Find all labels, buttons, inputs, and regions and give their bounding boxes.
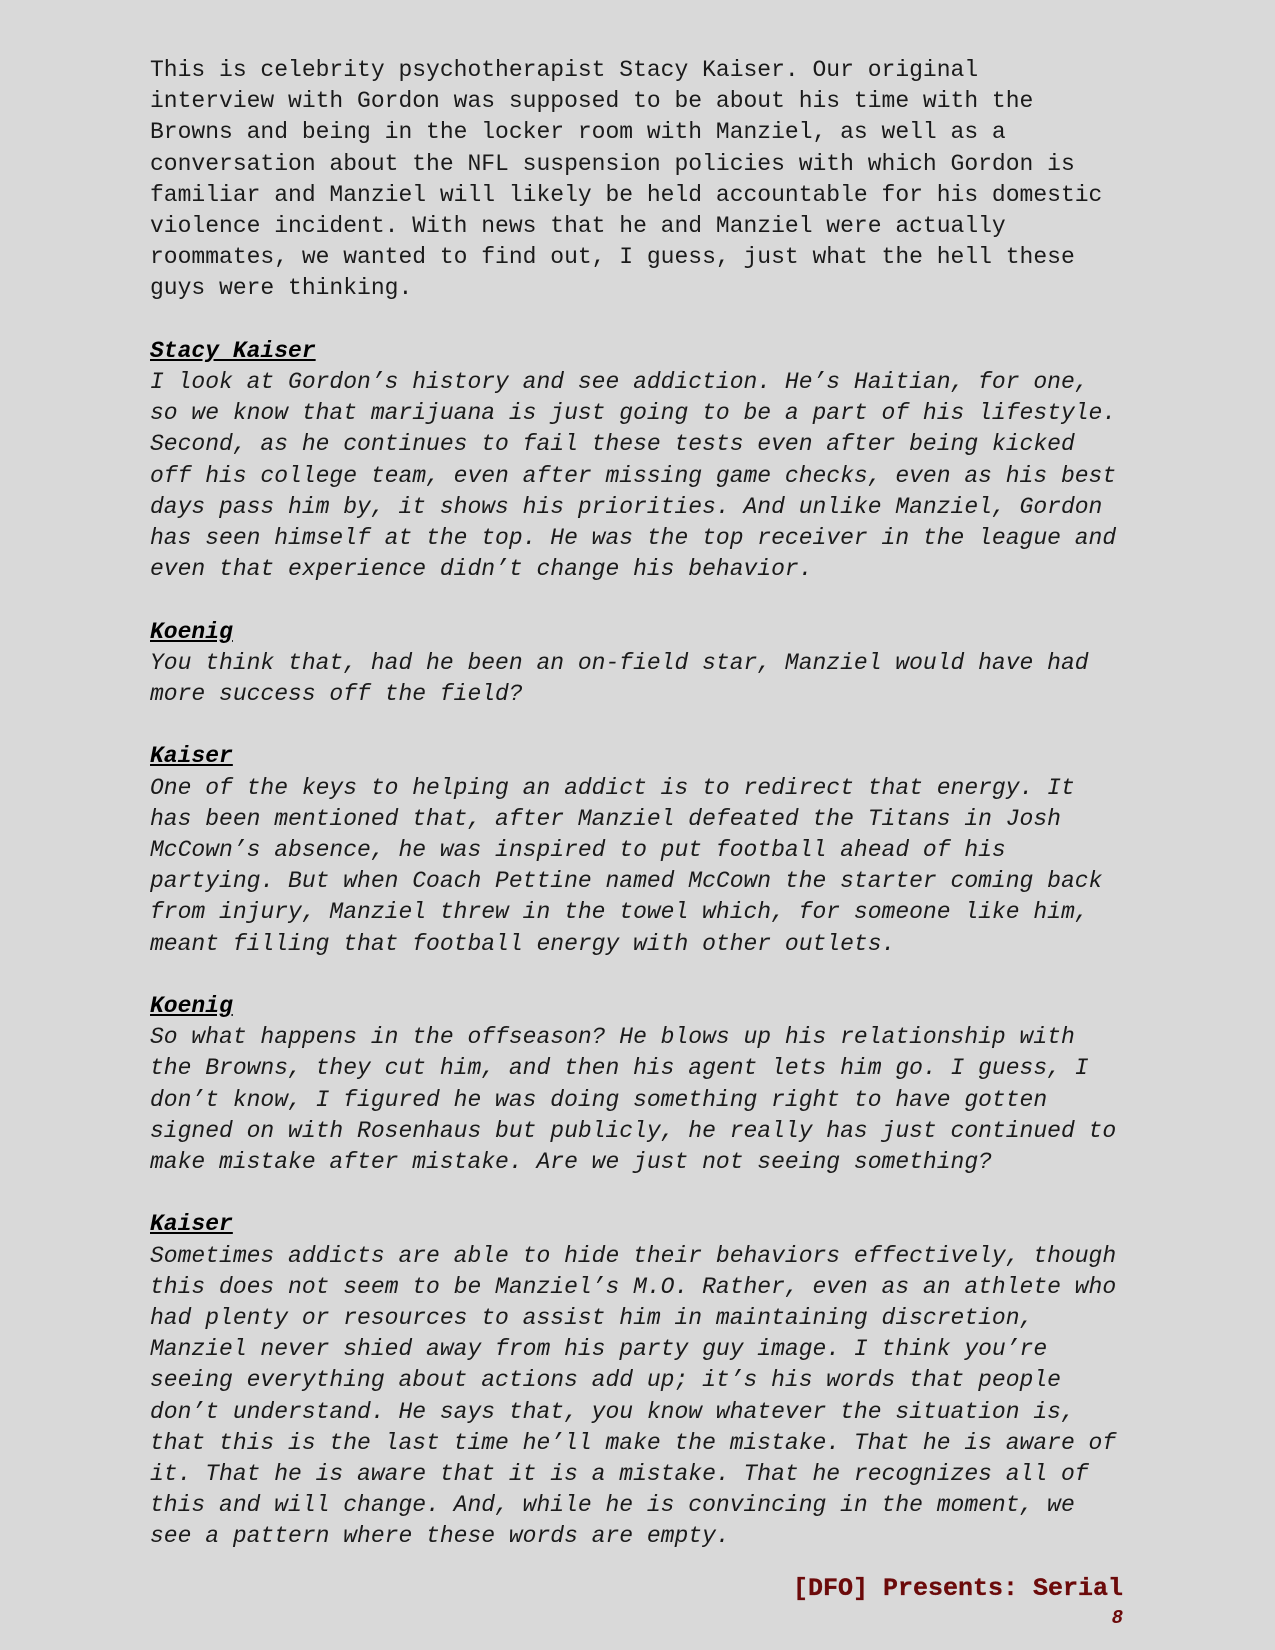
speech-line: has seen himself at the top. He was the top receiver in the league and (150, 525, 1117, 552)
intro-line: interview with Gordon was supposed to be about his time with the (150, 88, 1034, 115)
page-footer (793, 1574, 1123, 1629)
speaker-name: Koenig (150, 993, 233, 1020)
speech-line: the Browns, they cut him, and then his agent lets him go. I guess, I (150, 1055, 1089, 1082)
speech-line: more success off the field? (150, 681, 523, 708)
speech-line: that this is the last time he’ll make the mistake. That he is aware of (150, 1429, 1117, 1456)
intro-line: familiar and Manziel will likely be held accountable for his domestic (150, 181, 1103, 208)
speech-line: don’t know, I figured he was doing something right to have gotten (150, 1086, 1048, 1113)
interview-exchanges (150, 336, 1150, 1553)
speech-line: off his college team, even after missing game checks, even as his best (150, 462, 1117, 489)
speech-line: make mistake after mistake. Are we just not seeing something? (150, 1149, 992, 1176)
document-body (150, 55, 1150, 1584)
intro-line: This is celebrity psychotherapist Stacy Kaiser. Our original (150, 57, 979, 83)
speaker-name: Stacy Kaiser (150, 337, 316, 364)
speech-line: from injury, Manziel threw in the towel which, for someone like him, (150, 899, 1089, 926)
footer-title: [DFO] Presents: Serial (792, 1574, 1123, 1603)
intro-line: guys were thinking. (150, 275, 413, 302)
speech-line: even that experience didn’t change his behavior. (150, 556, 813, 583)
exchange-block (150, 741, 1150, 959)
intro-line: roommates, we wanted to find out, I guess, just what the hell these (150, 244, 1075, 271)
exchange-block (150, 617, 1150, 711)
intro-line: conversation about the NFL suspension policies with which Gordon is (150, 150, 1075, 177)
speech-line: Second, as he continues to fail these tests even after being kicked (150, 431, 1075, 458)
intro-paragraph (150, 55, 1150, 305)
speech-line: partying. But when Coach Pettine named McCown the starter coming back (150, 868, 1103, 895)
speech-line: signed on with Rosenhaus but publicly, he really has just continued to (150, 1117, 1117, 1144)
speech-line: see a pattern where these words are empty. (150, 1523, 730, 1550)
speaker-name: Kaiser (150, 743, 233, 770)
speech-line: McCown’s absence, he was inspired to put football ahead of his (150, 837, 1006, 864)
speech-line: don’t understand. He says that, you know whatever the situation is, (150, 1398, 1075, 1425)
page-number: 8 (1111, 1607, 1123, 1629)
speaker-name: Koenig (150, 618, 233, 645)
intro-line: Browns and being in the locker room with Manziel, as well as a (150, 119, 1006, 146)
speech-line: Manziel never shied away from his party guy image. I think you’re (150, 1336, 1048, 1363)
speech-line: this does not seem to be Manziel’s M.O. Rather, even as an athlete who (150, 1273, 1117, 1300)
speech-line: One of the keys to helping an addict is to redirect that energy. It (150, 774, 1075, 801)
speaker-name: Kaiser (150, 1211, 233, 1238)
speech-line: I look at Gordon’s history and see addiction. He’s Haitian, for one, (150, 369, 1089, 396)
speech-line: Sometimes addicts are able to hide their behaviors effectively, though (150, 1242, 1117, 1269)
speech-line: has been mentioned that, after Manziel defeated the Titans in Josh (150, 805, 1061, 832)
exchange-block (150, 1209, 1150, 1552)
exchange-block (150, 991, 1150, 1178)
intro-line: violence incident. With news that he and Manziel were actually (150, 213, 1006, 240)
speech-line: this and will change. And, while he is convincing in the moment, we (150, 1492, 1075, 1519)
speech-line: You think that, had he been an on-field star, Manziel would have had (150, 649, 1089, 676)
speech-line: so we know that marijuana is just going to be a part of his lifestyle. (150, 400, 1117, 427)
speech-line: meant filling that football energy with other outlets. (150, 930, 896, 957)
speech-line: it. That he is aware that it is a mistake. That he recognizes all of (150, 1461, 1089, 1488)
exchange-block (150, 336, 1150, 586)
speech-line: So what happens in the offseason? He blows up his relationship with (150, 1024, 1075, 1051)
speech-line: seeing everything about actions add up; it’s his words that people (150, 1367, 1061, 1394)
speech-line: had plenty or resources to assist him in maintaining discretion, (150, 1305, 1034, 1332)
speech-line: days pass him by, it shows his priorities. And unlike Manziel, Gordon (150, 493, 1103, 520)
